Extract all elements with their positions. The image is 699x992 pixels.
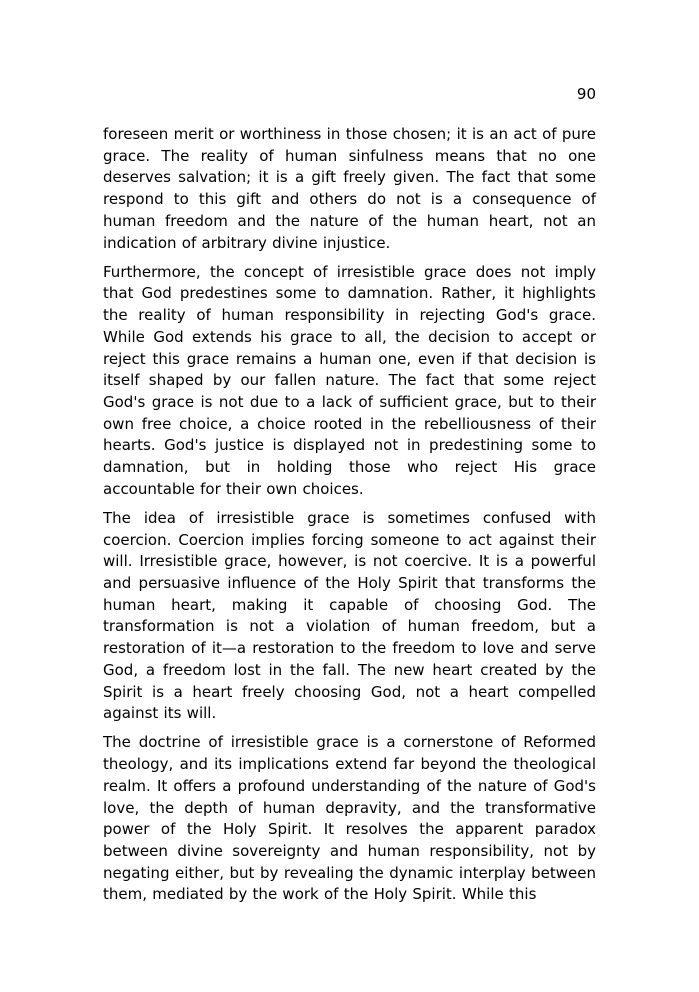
paragraph-2: Furthermore, the concept of irresistible grace does not imply that God predestines some to damnation. Rather, it highlights the reality of human responsibility in rejecting God's grace. While God extends his grace to all, the decision to accept or reject this grace remains a human one, even if that decision is itself shaped by our fallen nature. The fact that some reject God's grace is not due to a lack of sufficient grace, but to their own free choice, a choice rooted in the rebelliousness of their hearts. God's justice is displayed not in predestining some to damnation, but in holding those who reject His grace accountable for their own choices. xyxy=(103,262,596,498)
page-number: 90 xyxy=(576,85,596,103)
page-content xyxy=(103,124,596,906)
paragraph-1: foreseen merit or worthiness in those chosen; it is an act of pure grace. The reality of human sinfulness means that no one deserves salvation; it is a gift freely given. The fact that some respond to this gift and others do not is a consequence of human freedom and the nature of the human heart, not an indication of arbitrary divine injustice. xyxy=(103,125,596,252)
paragraph-4: The doctrine of irresistible grace is a cornerstone of Reformed theology, and its implications extend far beyond the theological realm. It offers a profound understanding of the nature of God's love, the depth of human depravity, and the transformative power of the Holy Spirit. It resolves the apparent paradox between divine sovereignty and human responsibility, not by negating either, but by revealing the dynamic interplay between them, mediated by the work of the Holy Spirit. While this xyxy=(103,733,596,904)
paragraph-3: The idea of irresistible grace is sometimes confused with coercion. Coercion implies forcing someone to act against their will. Irresistible grace, however, is not coercive. It is a powerful and persuasive influence of the Holy Spirit that transforms the human heart, making it capable of choosing God. The transformation is not a violation of human freedom, but a restoration of it—a restoration to the freedom to love and serve God, a freedom lost in the fall. The new heart created by the Spirit is a heart freely choosing God, not a heart compelled against its will. xyxy=(103,508,596,723)
